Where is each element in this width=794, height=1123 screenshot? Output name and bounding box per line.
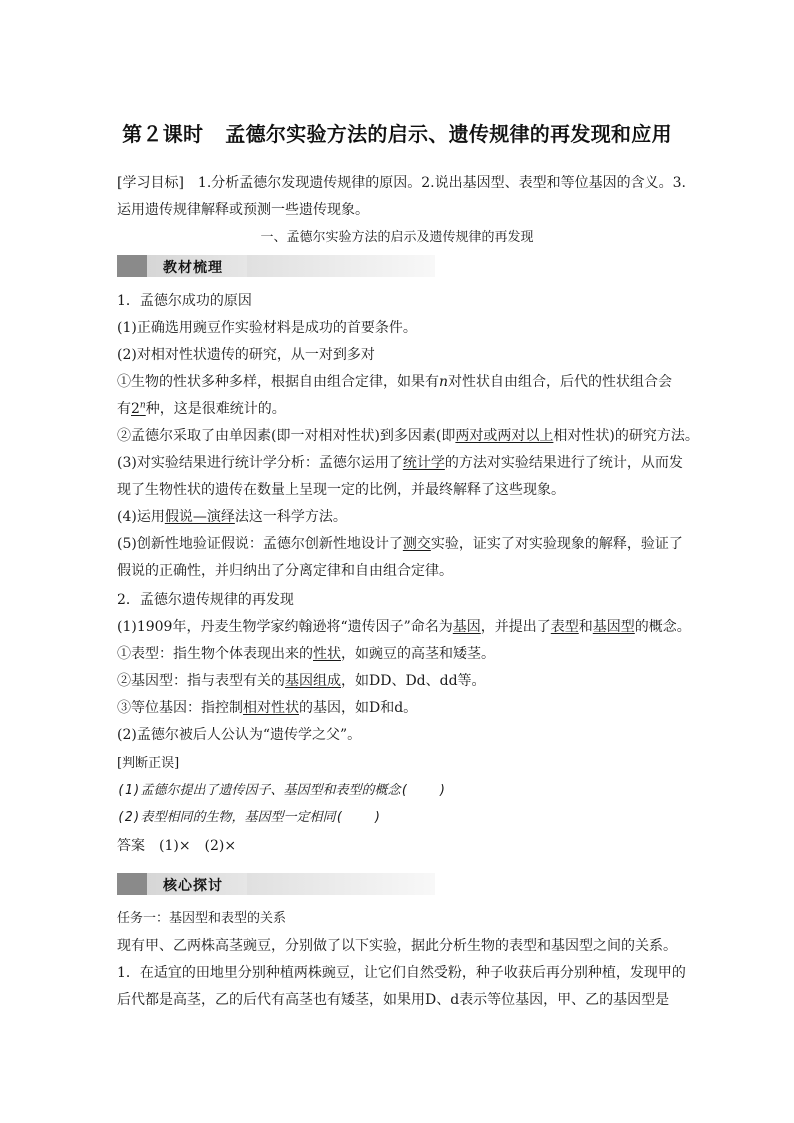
band-label: 教材梳理 [163,260,223,276]
paragraph: 后代都是高茎，乙的后代有高茎也有矮茎，如果用D、d表示等位基因，甲、乙的基因型是 [117,992,670,1008]
paragraph: (3)对实验结果进行统计学分析：孟德尔运用了统计学的方法对实验结果进行了统计，从而发 [117,455,683,471]
objectives-line-2: 运用遗传规律解释或预测一些遗传现象。 [117,202,369,218]
paragraph: (5)创新性地验证假说：孟德尔创新性地设计了测交实验，证实了对实验现象的解释，验证了 [117,536,683,552]
paragraph: ①生物的性状多种多样，根据自由组合定律，如果有n对性状自由组合，后代的性状组合会 [117,374,673,390]
lesson-title: 孟德尔实验方法的启示、遗传规律的再发现和应用 [225,122,672,146]
paragraph: ②孟德尔采取了由单因素(即一对相对性状)到多因素(即两对或两对以上相对性状)的研究方法。 [117,428,699,444]
paragraph: (2)孟德尔被后人公认为“遗传学之父”。 [117,727,362,743]
judge-heading: [判断正误] [117,756,180,771]
judge-question-2: (2)表型相同的生物，基因型一定相同( ) [117,810,382,825]
paragraph: 现了生物性状的遗传在数量上呈现一定的比例，并最终解释了这些现象。 [117,482,565,498]
paragraph: (4)运用假说—演绎法这一科学方法。 [117,509,347,525]
judge-answer: 答案 (1)× (2)× [117,838,237,854]
subheading-rediscovery: 2．孟德尔遗传规律的再发现 [117,592,294,608]
objectives-line-1: [学习目标] 1.分析孟德尔发现遗传规律的原因。2.说出基因型、表型和等位基因的含义。3. [117,175,686,191]
variable-n: n [439,374,449,390]
section-band-core [117,873,435,895]
paragraph: (1)正确选用豌豆作实验材料是成功的首要条件。 [117,320,417,336]
section-heading: 一、孟德尔实验方法的启示及遗传规律的再发现 [260,230,534,245]
band-label: 核心探讨 [163,878,223,894]
paragraph: 有2$^n$种，这是很难统计的。 [117,400,286,417]
paragraph: 1．在适宜的田地里分别种植两株豌豆，让它们自然受粉，种子收获后再分别种植，发现甲的 [117,965,686,981]
paragraph: ①表型：指生物个体表现出来的性状，如豌豆的高茎和矮茎。 [117,646,495,662]
paragraph: ②基因型：指与表型有关的基因组成，如DD、Dd、dd等。 [117,673,486,689]
section-band-textbook [117,255,435,277]
subheading-reasons: 1．孟德尔成功的原因 [117,293,252,309]
paragraph: (1)1909年，丹麦生物学家约翰逊将“遗传因子”命名为基因，并提出了表型和基因型的概念。 [117,619,691,635]
paragraph: 假说的正确性，并归纳出了分离定律和自由组合定律。 [117,563,453,579]
judge-question-1: (1)孟德尔提出了遗传因子、基因型和表型的概念( ) [117,783,447,798]
task-heading: 任务一：基因型和表型的关系 [117,911,287,926]
paragraph: 现有甲、乙两株高茎豌豆，分别做了以下实验，据此分析生物的表型和基因型之间的关系。 [117,938,677,954]
page-title [0,118,794,147]
lesson-number: 第２课时 [122,122,204,146]
paragraph: ③等位基因：指控制相对性状的基因，如D和d。 [117,700,418,716]
paragraph: (2)对相对性状遗传的研究，从一对到多对 [117,347,375,363]
